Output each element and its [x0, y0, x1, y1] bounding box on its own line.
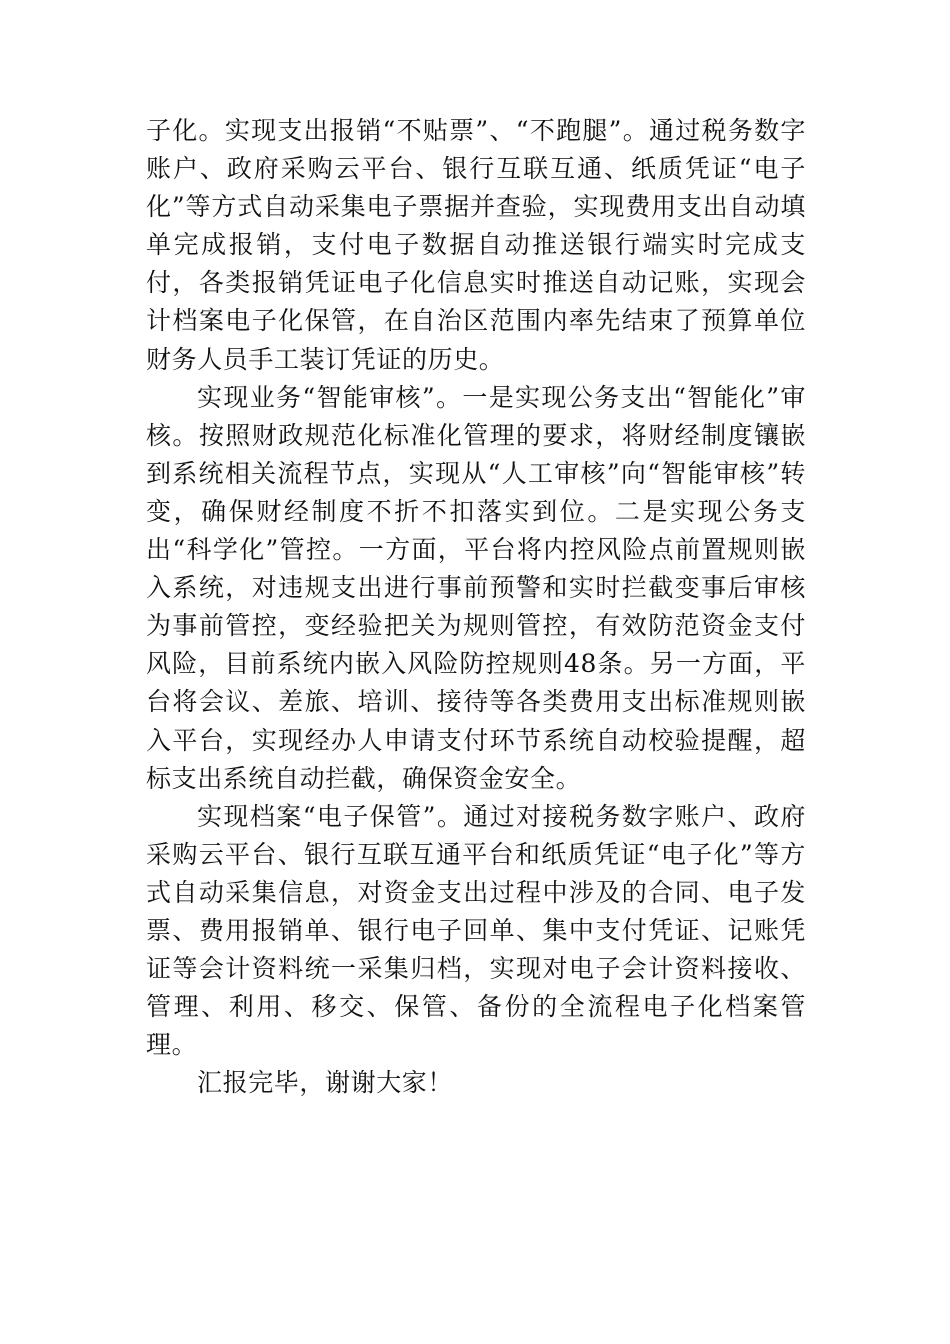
- paragraph-intelligent-review: 实现业务“智能审核”。一是实现公务支出“智能化”审核。按照财政规范化标准化管理的要求，将财经制度镶嵌到系统相关流程节点，实现从“人工审核”向“智能审核”转变，确保财经制度不折不扣落实到位。二是实现公务支出“科学化”管控。一方面，平台将内控风险点前置规则嵌入系统，对违规支出进行事前预警和实时拦截变事后审核为事前管控，变经验把关为规则管控，有效防范资金支付风险，目前系统内嵌入风险防控规则48条。另一方面，平台将会议、差旅、培训、接待等各类费用支出标准规则嵌入平台，实现经办人申请支付环节系统自动校验提醒，超标支出系统自动拦截，确保资金安全。: [146, 382, 806, 793]
- document-body: [146, 112, 806, 1102]
- paragraph-electronic-reimbursement: 子化。实现支出报销“不贴票”、“不跑腿”。通过税务数字账户、政府采购云平台、银行互联互通、纸质凭证“电子化”等方式自动采集电子票据并查验，实现费用支出自动填单完成报销，支付电子数据自动推送银行端实时完成支付，各类报销凭证电子化信息实时推送自动记账，实现会计档案电子化保管，在自治区范围内率先结束了预算单位财务人员手工装订凭证的历史。: [146, 116, 806, 374]
- paragraph-electronic-archiving: 实现档案“电子保管”。通过对接税务数字账户、政府采购云平台、银行互联互通平台和纸质凭证“电子化”等方式自动采集信息，对资金支出过程中涉及的合同、电子发票、费用报销单、银行电子回单、集中支付凭证、记账凭证等会计资料统一采集归档，实现对电子会计资料接收、管理、利用、移交、保管、备份的全流程电子化档案管理。: [146, 801, 806, 1060]
- paragraph-closing-remark: 汇报完毕，谢谢大家！: [197, 1068, 454, 1098]
